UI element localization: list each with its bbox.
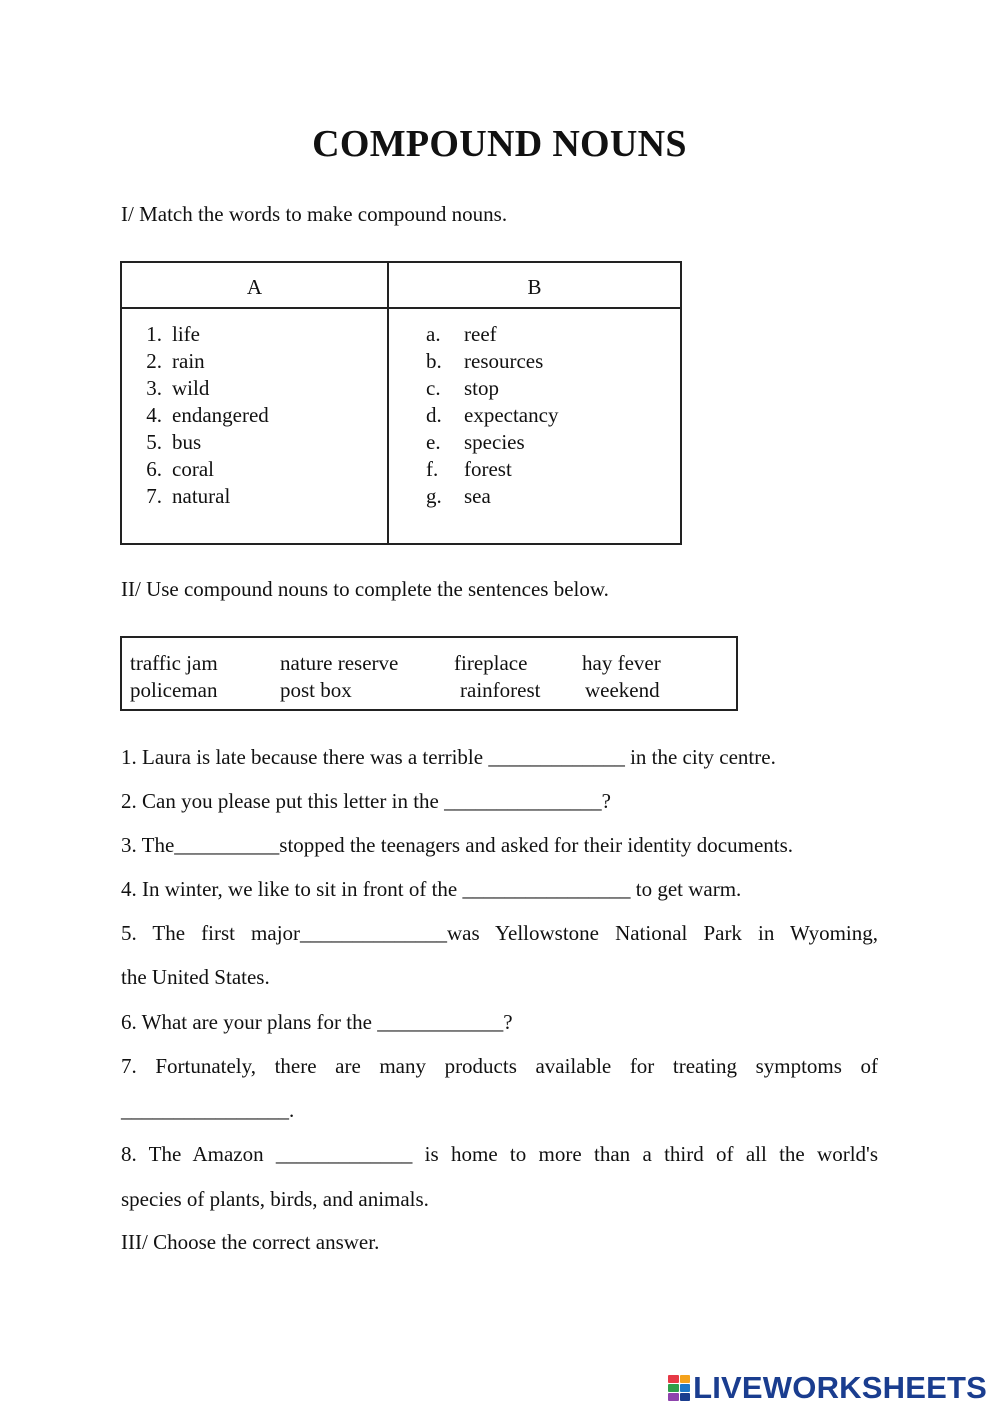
column-a-item: 5. bus [146, 430, 202, 454]
word-box-item: nature reserve [280, 651, 399, 675]
liveworksheets-logo [668, 1371, 987, 1405]
word-box-item: post box [280, 678, 352, 702]
column-a-item: 3. wild [146, 376, 210, 400]
sentence-6: 6. What are your plans for the ____________? [121, 1010, 513, 1034]
sentence-7: 7. Fortunately, there are many products available for treating symptoms of [121, 1054, 878, 1078]
liveworksheets-logo-icon [668, 1375, 690, 1401]
column-b-item: g. sea [426, 484, 491, 508]
section-2-heading: II/ Use compound nouns to complete the sentences below. [121, 577, 609, 601]
sentence-5: 5. The first major______________was Yellowstone National Park in Wyoming, [121, 921, 878, 945]
section-1-heading: I/ Match the words to make compound nouns. [121, 202, 508, 226]
column-b-header: B [527, 275, 542, 299]
column-a-list [132, 321, 269, 510]
column-a-item: 1. life [146, 322, 200, 346]
sentence-4: 4. In winter, we like to sit in front of the ________________ to get warm. [121, 877, 742, 901]
sentence-7-continued: ________________. [121, 1098, 295, 1122]
sentence-8: 8. The Amazon _____________ is home to more than a third of all the world's [121, 1142, 878, 1166]
matching-table [120, 261, 682, 545]
sentence-5-continued: the United States. [121, 965, 270, 989]
word-box-item: hay fever [582, 651, 661, 675]
section-3-heading: III/ Choose the correct answer. [121, 1230, 380, 1254]
column-a-item: 2. rain [146, 349, 205, 373]
word-box [120, 636, 738, 711]
column-b-list [398, 321, 558, 510]
column-a-item: 4. endangered [146, 403, 269, 427]
column-a-item: 6. coral [146, 457, 214, 481]
column-b-item: e. species [426, 430, 525, 454]
sentence-2: 2. Can you please put this letter in the _______________? [121, 789, 611, 813]
column-b-item: b. resources [426, 349, 544, 373]
column-b-item: a. reef [426, 322, 497, 346]
column-a-header: A [246, 275, 263, 299]
liveworksheets-logo-text: LIVEWORKSHEETS [693, 1370, 987, 1405]
matching-table-divider [387, 263, 389, 543]
word-box-item: traffic jam [130, 651, 218, 675]
word-box-item: fireplace [454, 651, 528, 675]
sentence-3: 3. The__________stopped the teenagers and asked for their identity documents. [121, 833, 794, 857]
column-a-item: 7. natural [146, 484, 231, 508]
sentence-8-continued: species of plants, birds, and animals. [121, 1187, 429, 1211]
word-box-item: weekend [585, 678, 660, 702]
column-b-item: d. expectancy [426, 403, 559, 427]
sentence-1: 1. Laura is late because there was a terrible _____________ in the city centre. [121, 745, 776, 769]
word-box-item: policeman [130, 678, 218, 702]
word-box-item: rainforest [460, 678, 541, 702]
column-b-item: f. forest [426, 457, 512, 481]
column-b-item: c. stop [426, 376, 500, 400]
page-title: COMPOUND NOUNS [312, 123, 687, 165]
